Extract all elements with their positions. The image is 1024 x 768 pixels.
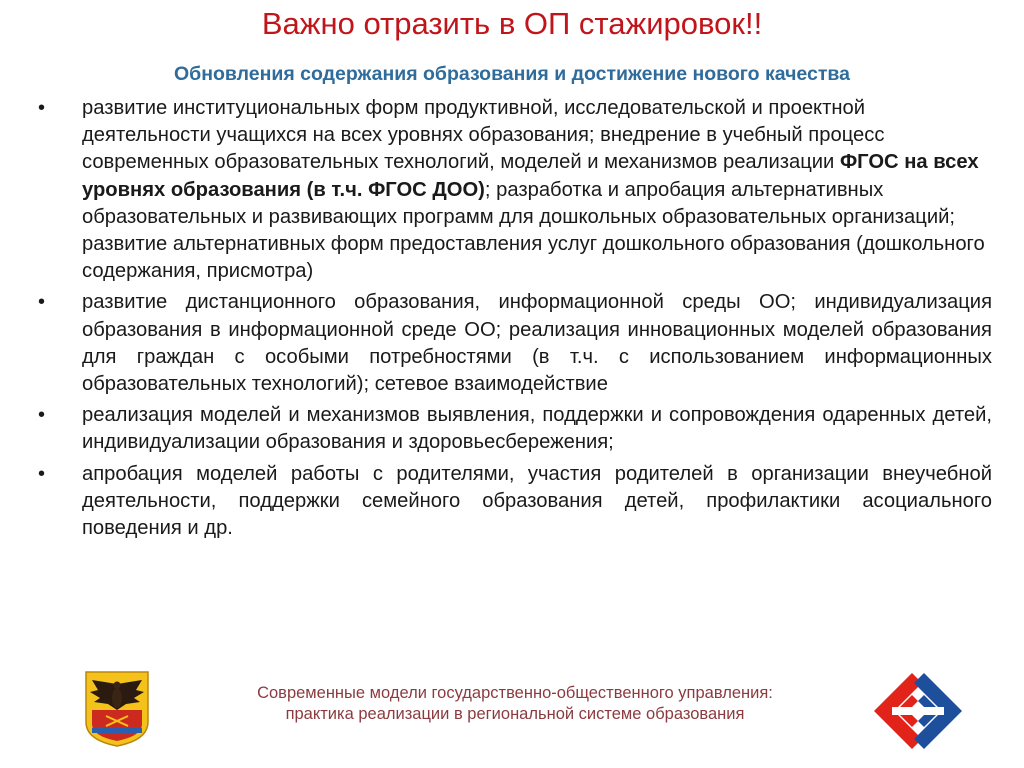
bullet-item-4: [38, 461, 992, 543]
bullet-text: реализация моделей и механизмов выявления, поддержки и сопровождения одаренных детей, индивидуализации образования и здоровьесбережения;: [82, 404, 992, 454]
slide-subtitle: Обновления содержания образования и достижение нового качества: [173, 63, 850, 85]
regional-coat-of-arms-icon: [84, 670, 150, 748]
bullet-marker: •: [38, 97, 46, 119]
bullet-item-1: [38, 95, 992, 285]
bullet-marker: •: [38, 291, 46, 314]
footer-caption: [170, 683, 860, 725]
bullet-text: развитие институциональных форм продуктивной, исследовательской и проектной деятельности учащихся на всех уровнях образования; внедрение в учебный процесс современных образовательных технологий, моделей и механизмов реализации: [82, 97, 885, 174]
bullet-text: развитие дистанционного образования, информационной среды ОО; индивидуализация образования в информационной среде ОО; реализация инновационных моделей образования для граждан с особыми потребностями (в т.ч. с использованием информационных образовательных технологий); сетевое взаимодействие: [82, 291, 992, 396]
red-blue-arrows-logo-icon: [872, 671, 964, 751]
bullet-text: ; разработка и апробация альтернативных образовательных и развивающих программ для дошкольных образовательных организаций; развитие альтернативных форм предоставления услуг дошкольного образования (дошкольного содержания, присмотра): [82, 178, 985, 283]
slide-title: Важно отразить в ОП стажировок!!: [261, 6, 763, 41]
bullet-item-3: [38, 402, 992, 456]
bullet-text: апробация моделей работы с родителями, участия родителей в организации внеучебной деятельности, поддержки семейного образования детей, профилактики асоциального поведения и др.: [82, 462, 992, 540]
bullet-marker: •: [38, 462, 46, 485]
footer-line-2: практика реализации в региональной системе образования: [285, 705, 745, 723]
bullet-text-bold: ФГОС на всех уровнях образования (в т.ч. ФГОС ДОО): [82, 151, 979, 201]
bullet-marker: •: [38, 404, 46, 427]
bullet-item-2: [38, 289, 992, 398]
bullet-list: [38, 95, 992, 546]
footer-line-1: Современные модели государственно-общественного управления:: [257, 684, 773, 702]
